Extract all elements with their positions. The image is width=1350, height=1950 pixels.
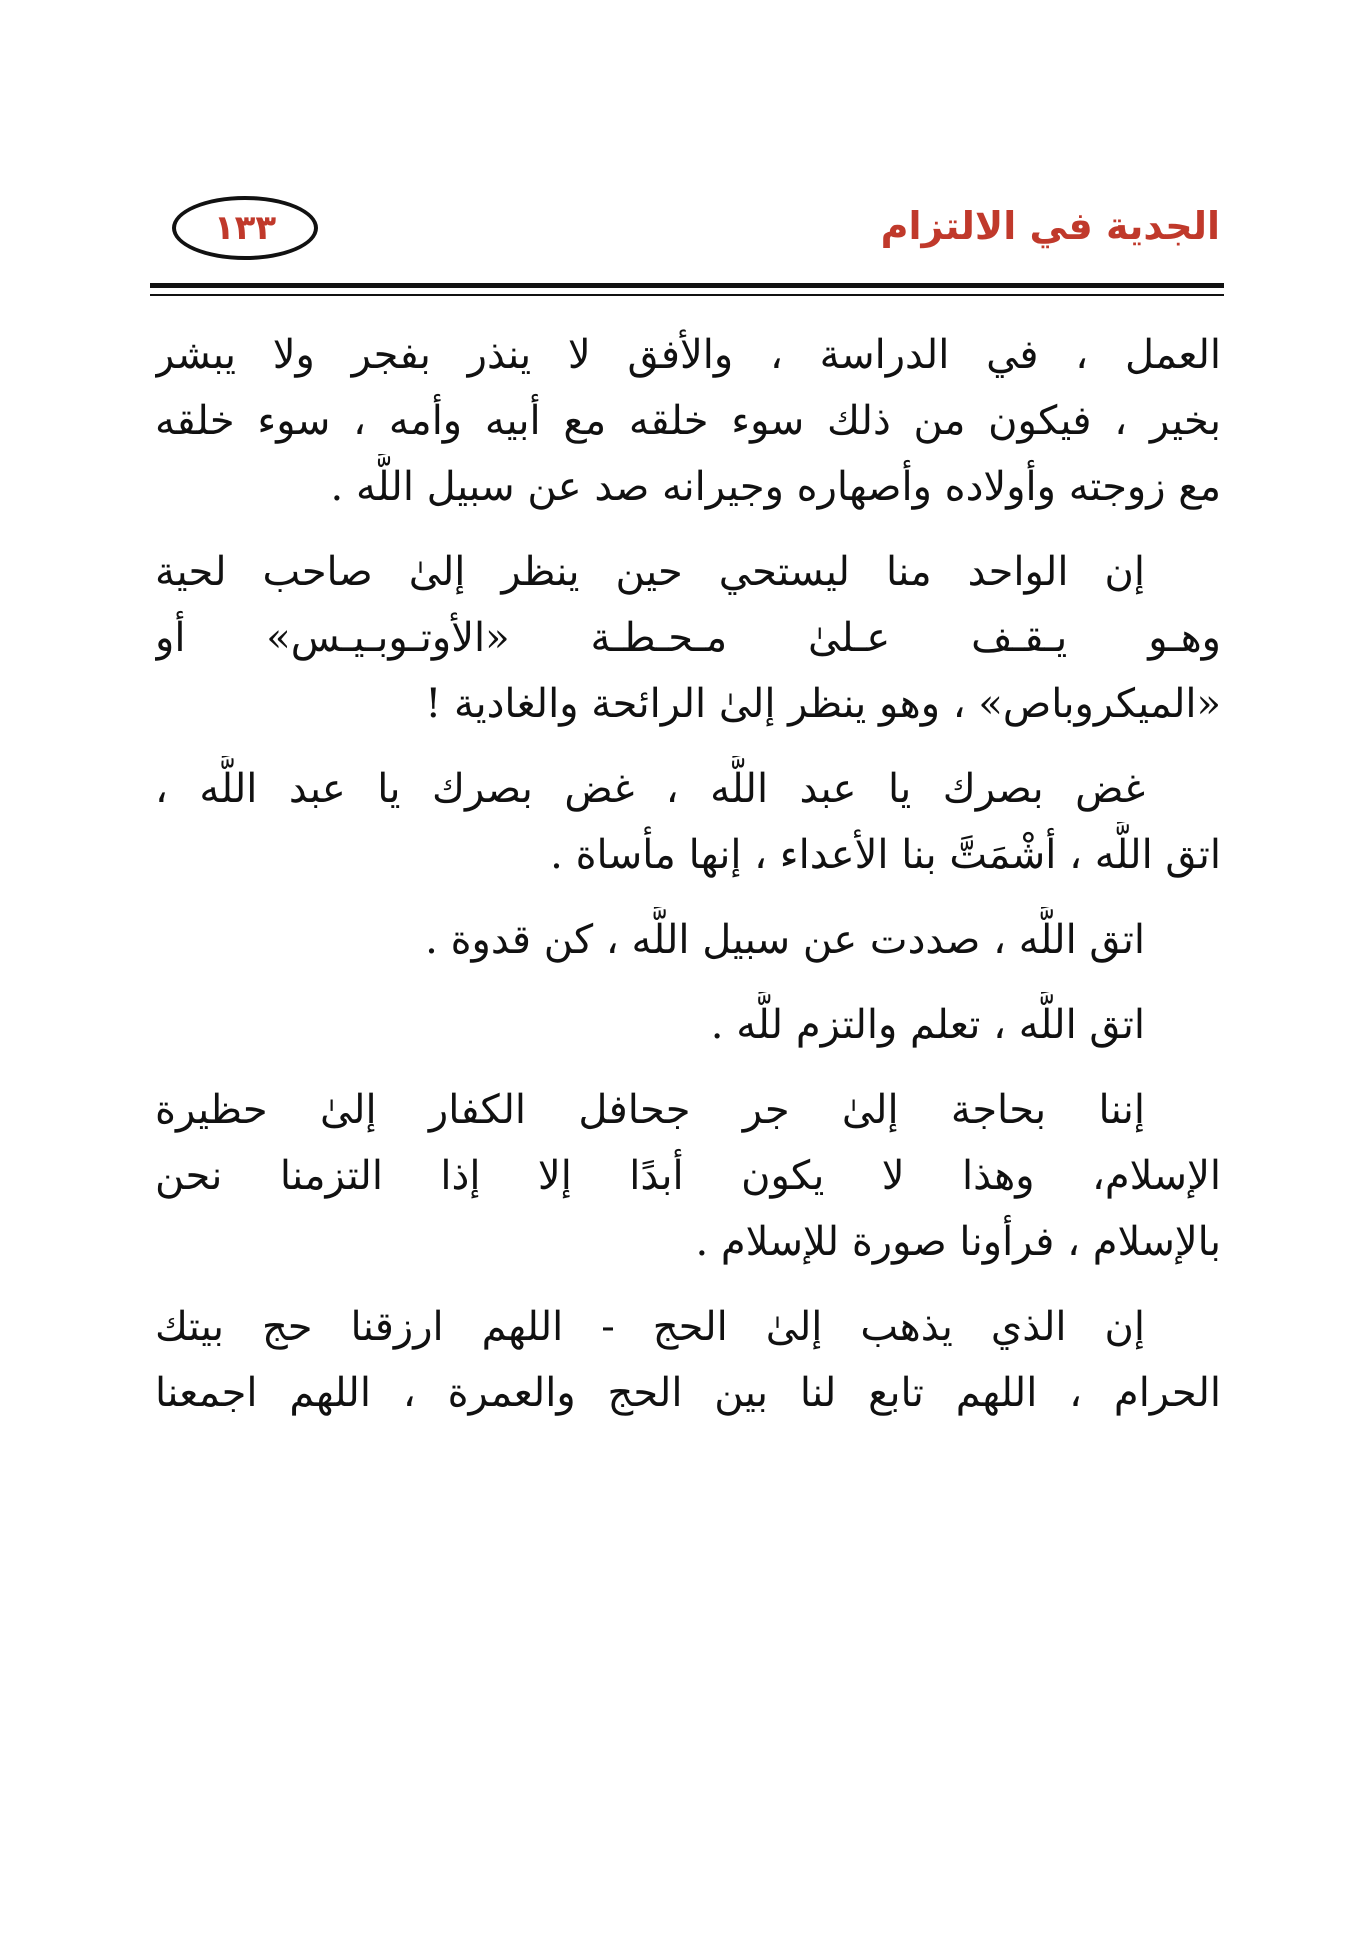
header-rule-thick: [150, 283, 1224, 288]
paragraph-5: [155, 992, 1221, 1058]
text-line: الحرام ، اللهم تابع لنا بين الحج والعمرة ، اللهم اجمعنا: [155, 1370, 1221, 1416]
page-number-oval: [172, 196, 318, 260]
text-line: مع زوجته وأولاده وأصهاره وجيرانه صد عن سبيل اللَّه .: [330, 464, 1221, 510]
text-line: إن الواحد منا ليستحي حين ينظر إلىٰ صاحب لحية: [155, 549, 1145, 595]
page-header: [150, 190, 1224, 280]
paragraph-4: [155, 907, 1221, 973]
running-title: الجدية في الالتزام: [880, 204, 1220, 248]
text-line: وهـو يـقـف عـلىٰ مـحـطـة «الأوتـوبـيـس» أو: [155, 615, 1221, 661]
text-line: بالإسلام ، فرأونا صورة للإسلام .: [695, 1219, 1221, 1265]
text-line: اتق اللَّه ، صددت عن سبيل اللَّه ، كن قدوة .: [425, 917, 1145, 963]
body-text: [155, 322, 1221, 1445]
text-line: العمل ، في الدراسة ، والأفق لا ينذر بفجر ولا يبشر: [155, 332, 1221, 378]
paragraph-6: [155, 1077, 1221, 1275]
text-line: بخير ، فيكون من ذلك سوء خلقه مع أبيه وأمه ، سوء خلقه: [155, 398, 1221, 444]
text-line: إن الذي يذهب إلىٰ الحج - اللهم ارزقنا حج بيتك: [155, 1304, 1145, 1350]
text-line: الإسلام، وهذا لا يكون أبدًا إلا إذا التزمنا نحن: [155, 1153, 1221, 1199]
text-line: اتق اللَّه ، تعلم والتزم للَّه .: [710, 1002, 1145, 1048]
text-line: غض بصرك يا عبد اللَّه ، غض بصرك يا عبد اللَّه ،: [155, 766, 1145, 812]
page-number: ١٣٣: [213, 208, 277, 248]
text-line: اتق اللَّه ، أشْمَتَّ بنا الأعداء ، إنها مأساة .: [550, 832, 1221, 878]
text-line: «الميكروباص» ، وهو ينظر إلىٰ الرائحة والغادية !: [425, 681, 1221, 727]
paragraph-1: [155, 322, 1221, 520]
header-rule-thin: [150, 294, 1224, 296]
text-line: إننا بحاجة إلىٰ جر جحافل الكفار إلىٰ حظيرة: [155, 1087, 1145, 1133]
paragraph-7: [155, 1294, 1221, 1426]
paragraph-3: [155, 756, 1221, 888]
paragraph-2: [155, 539, 1221, 737]
